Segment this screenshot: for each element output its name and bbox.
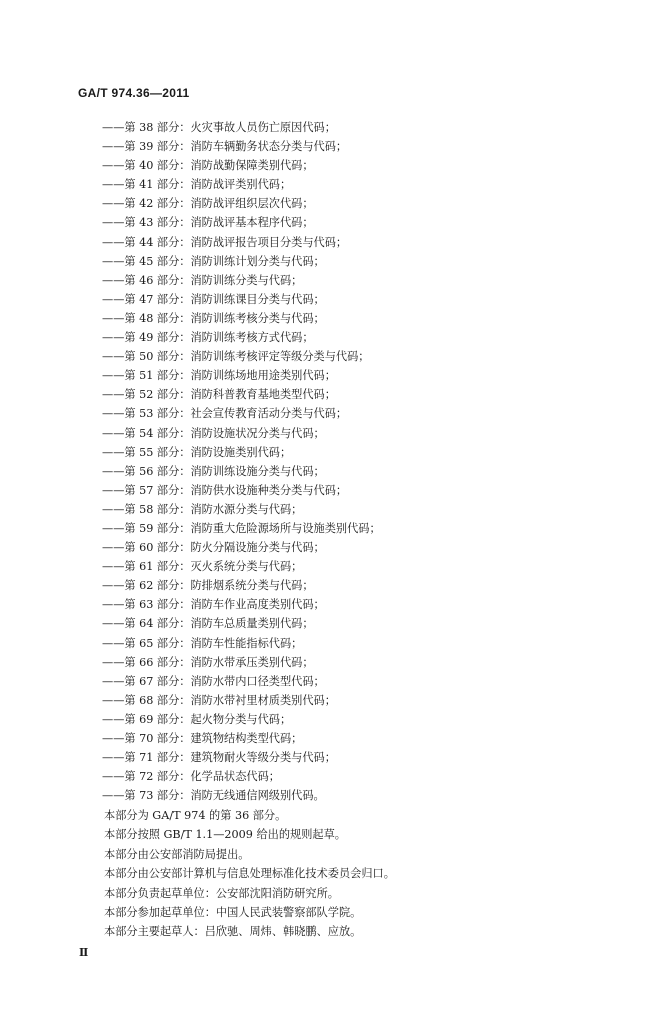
part-list-item: ——第 70 部分：建筑物结构类型代码； [102, 732, 303, 745]
part-list-item: ——第 55 部分：消防设施类别代码； [102, 445, 292, 459]
page-number: Ⅱ [79, 946, 89, 959]
note-line: 本部分由公安部消防局提出。 [104, 847, 250, 861]
part-list-item: ——第 39 部分：消防车辆勤务状态分类与代码； [102, 140, 348, 154]
part-list-item: ——第 48 部分：消防训练考核分类与代码； [102, 311, 325, 325]
part-list-item: ——第 56 部分：消防训练设施分类与代码； [102, 464, 325, 478]
part-list-item: ——第 45 部分：消防训练计划分类与代码； [102, 254, 325, 268]
part-list-item: ——第 57 部分：消防供水设施种类分类与代码； [102, 483, 348, 497]
part-list-item: ——第 58 部分：消防水源分类与代码； [102, 502, 303, 516]
part-list-item: ——第 40 部分：消防战勤保障类别代码； [102, 159, 314, 173]
part-list-item: ——第 73 部分：消防无线通信网级别代码。 [102, 789, 325, 803]
part-list-item: ——第 59 部分：消防重大危险源场所与设施类别代码； [102, 521, 381, 535]
part-list-item: ——第 41 部分：消防战评类别代码； [102, 178, 292, 192]
part-list-item: ——第 53 部分：社会宣传教育活动分类与代码； [102, 407, 348, 421]
part-list-item: ——第 72 部分：化学品状态代码； [102, 770, 280, 784]
part-list-item: ——第 60 部分：防火分隔设施分类与代码； [102, 541, 325, 555]
note-line: 本部分为 GA/T 974 的第 36 部分。 [104, 809, 287, 822]
part-list-item: ——第 61 部分：灭火系统分类与代码； [102, 560, 303, 574]
note-line: 本部分参加起草单位：中国人民武装警察部队学院。 [104, 905, 362, 919]
part-list-item: ——第 64 部分：消防车总质量类别代码； [102, 617, 314, 631]
part-list-item: ——第 43 部分：消防战评基本程序代码； [102, 216, 314, 230]
part-list-item: ——第 52 部分：消防科普教育基地类型代码； [102, 388, 336, 402]
part-list-item: ——第 42 部分：消防战评组织层次代码； [102, 197, 314, 211]
part-list-item: ——第 67 部分：消防水带内口径类型代码； [102, 674, 325, 688]
part-list-item: ——第 50 部分：消防训练考核评定等级分类与代码； [102, 350, 370, 364]
part-list-item: ——第 49 部分：消防训练考核方式代码； [102, 331, 314, 345]
note-line: 本部分主要起草人：吕欣驰、周炜、韩晓鹏、应放。 [104, 925, 362, 939]
part-list-item: ——第 62 部分：防排烟系统分类与代码； [102, 579, 314, 593]
notes-list [104, 806, 395, 942]
part-list-item: ——第 44 部分：消防战评报告项目分类与代码； [102, 235, 348, 249]
note-line: 本部分由公安部计算机与信息处理标准化技术委员会归口。 [104, 867, 395, 881]
part-list-item: ——第 65 部分：消防车性能指标代码； [102, 636, 303, 650]
standard-header: GA/T 974.36—2011 [78, 86, 190, 100]
part-list-item: ——第 63 部分：消防车作业高度类别代码； [102, 598, 325, 612]
part-list-item: ——第 71 部分：建筑物耐火等级分类与代码； [102, 751, 336, 765]
parts-list [102, 118, 381, 805]
part-list-item: ——第 66 部分：消防水带承压类别代码； [102, 655, 314, 669]
part-list-item: ——第 38 部分：火灾事故人员伤亡原因代码； [102, 121, 336, 134]
part-list-item: ——第 47 部分：消防训练课目分类与代码； [102, 292, 325, 306]
part-list-item: ——第 51 部分：消防训练场地用途类别代码； [102, 369, 336, 383]
part-list-item: ——第 69 部分：起火物分类与代码； [102, 712, 292, 726]
note-line: 本部分负责起草单位：公安部沈阳消防研究所。 [104, 886, 339, 900]
note-line: 本部分按照 GB/T 1.1—2009 给出的规则起草。 [104, 828, 346, 842]
part-list-item: ——第 46 部分：消防训练分类与代码； [102, 273, 303, 287]
part-list-item: ——第 54 部分：消防设施状况分类与代码； [102, 426, 325, 440]
part-list-item: ——第 68 部分：消防水带衬里材质类别代码； [102, 693, 336, 707]
